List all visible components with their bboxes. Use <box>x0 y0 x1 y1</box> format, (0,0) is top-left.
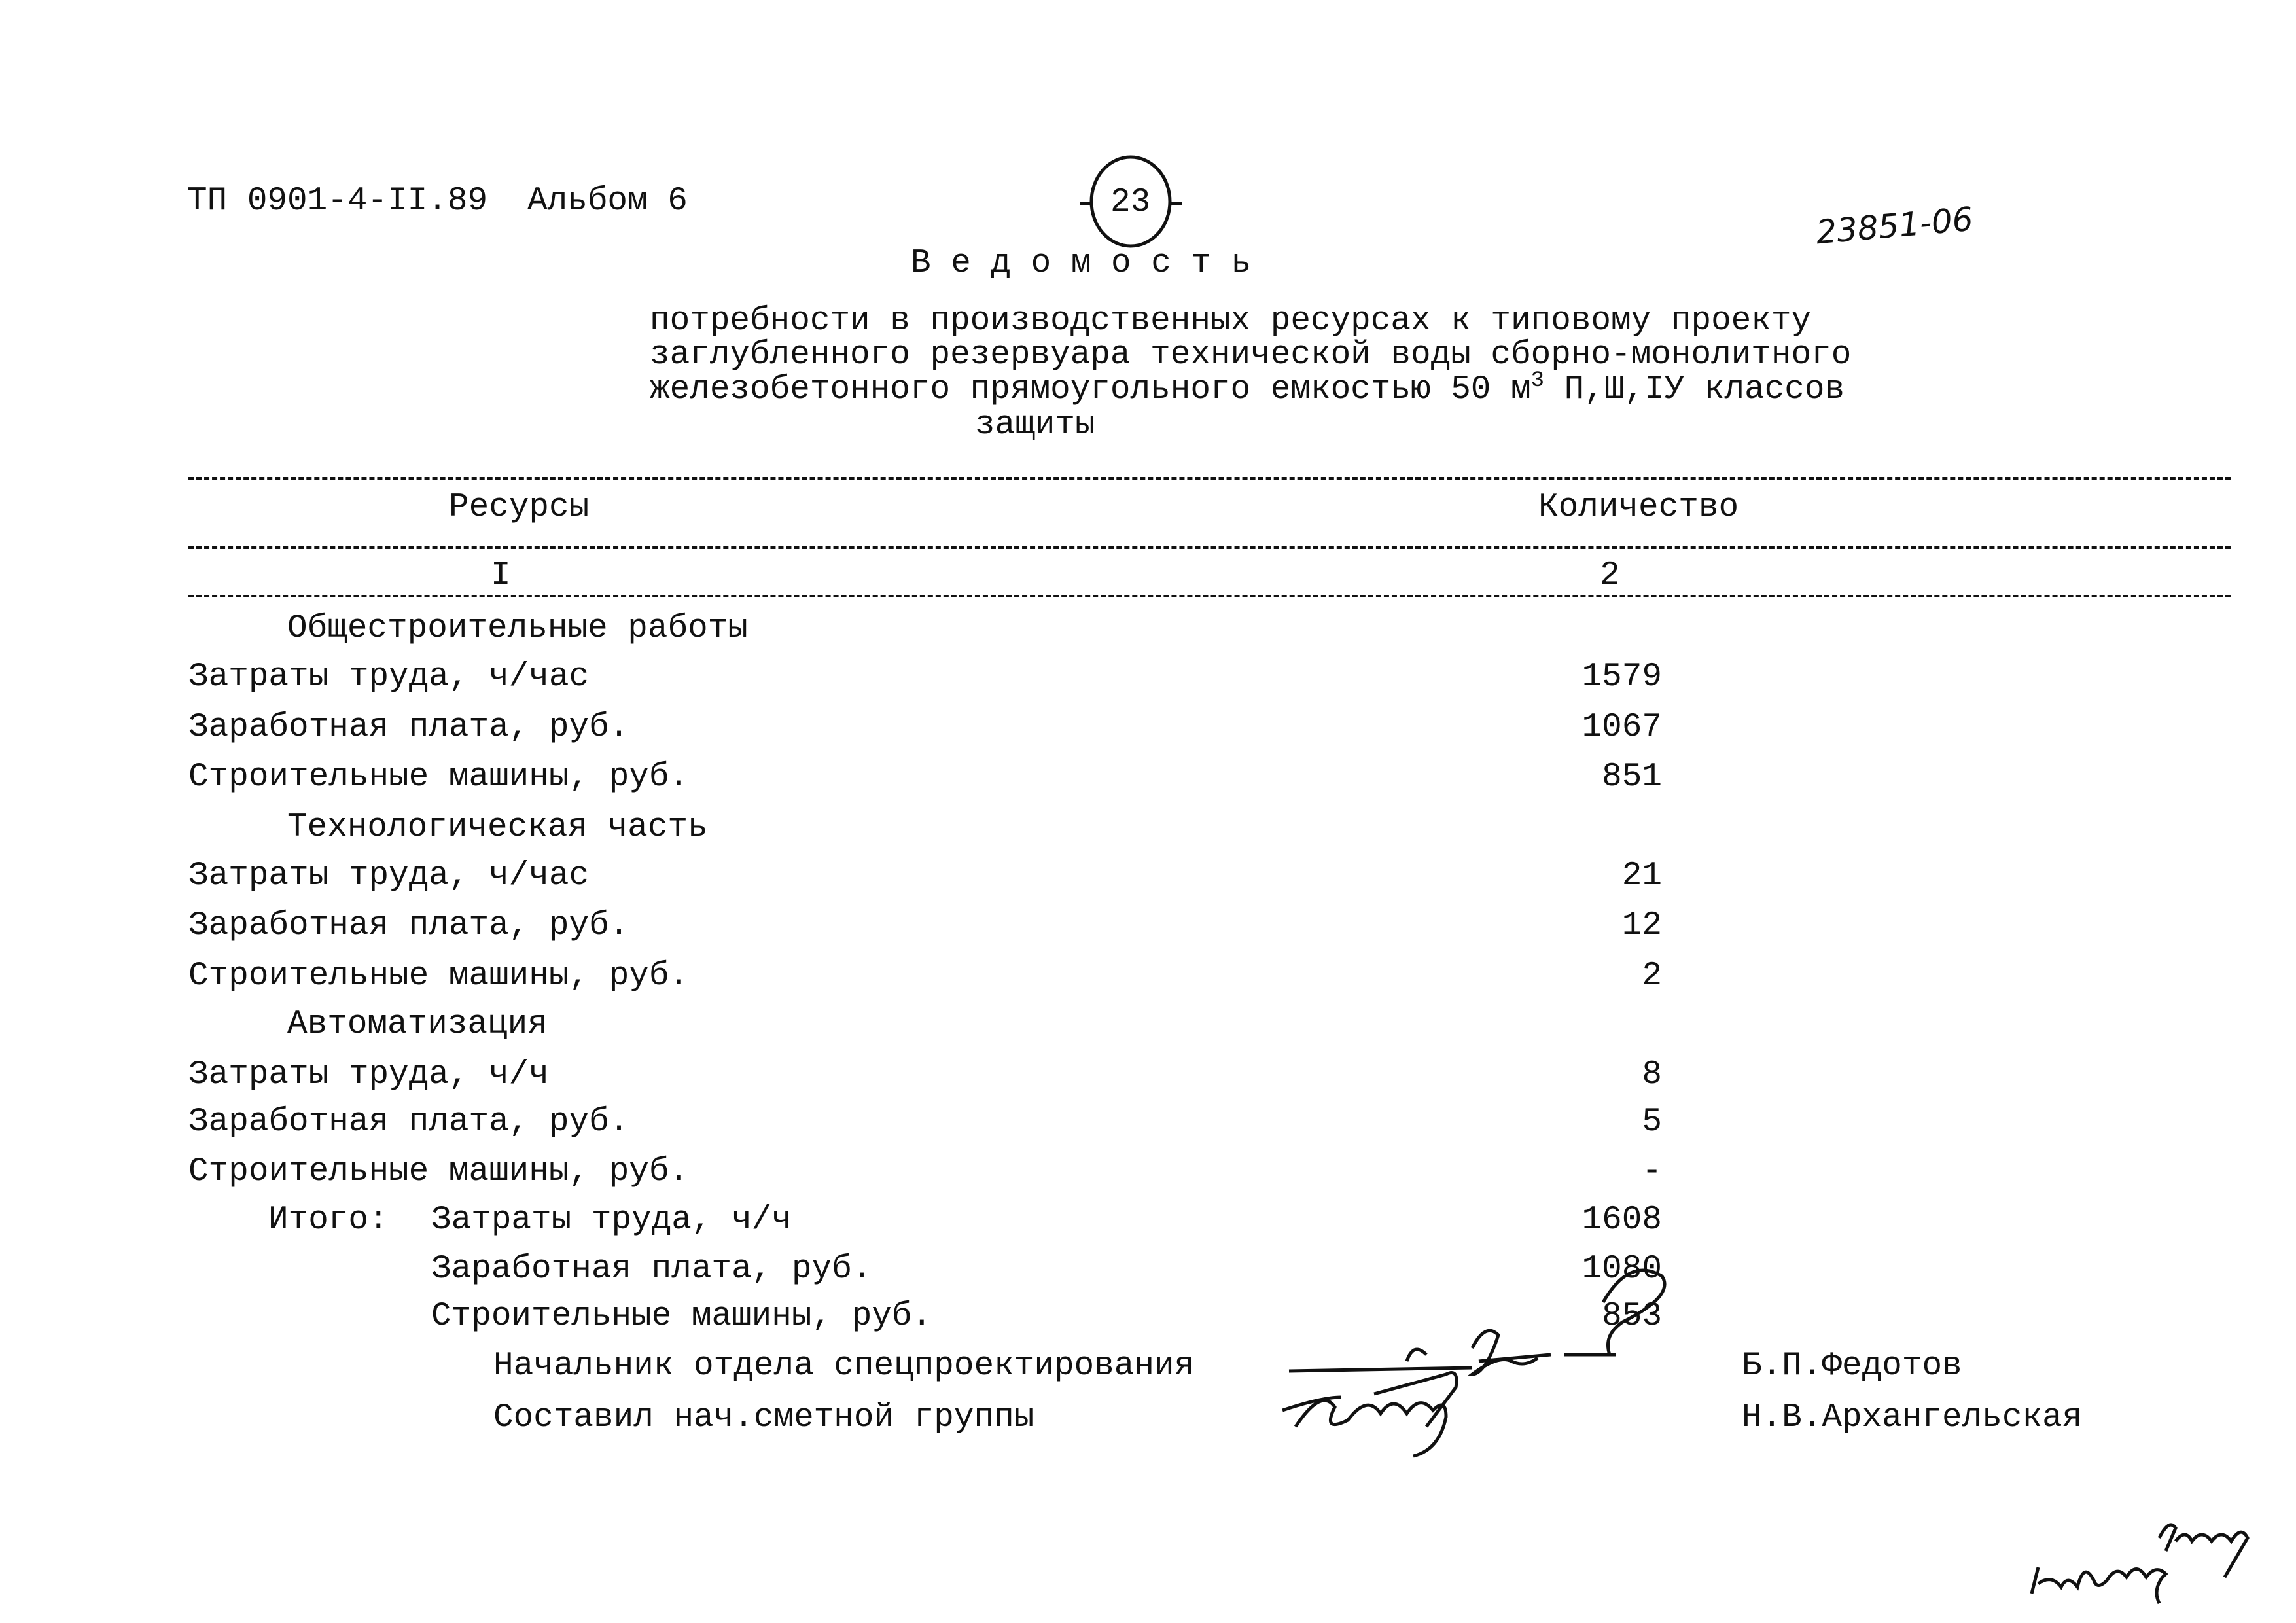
section-heading: Общестроительные работы <box>287 610 748 647</box>
album-label: Альбом 6 <box>527 183 688 220</box>
row-value: 12 <box>1621 907 1662 944</box>
row-value: 21 <box>1621 857 1662 895</box>
subtitle-line-3-text: железобетонного прямоугольного емкостью 50 м <box>650 371 1531 408</box>
subtitle-line-3-tail: П,Ш,IУ классов <box>1544 371 1845 408</box>
handwritten-signatures <box>1276 1263 1799 1472</box>
archive-number: 23851-06 <box>1814 200 1975 252</box>
handwritten-notes <box>2028 1505 2290 1623</box>
doc-code: ТП 0901-4-II.89 <box>187 183 488 220</box>
column-number-1: I <box>491 557 511 594</box>
row-label: Строительные машины, руб. <box>188 957 690 995</box>
header-quantity: Количество <box>1538 489 1739 526</box>
row-value: - <box>1642 1153 1662 1190</box>
row-value: 2 <box>1642 957 1662 995</box>
row-value: 8 <box>1642 1056 1662 1094</box>
row-label: Затраты труда, ч/ч <box>431 1202 792 1239</box>
row-value: 1608 <box>1581 1202 1662 1239</box>
row-value: 851 <box>1602 758 1662 796</box>
row-value: 1080 <box>1581 1251 1662 1288</box>
row-label: Затраты труда, ч/час <box>188 857 590 895</box>
row-value: 1067 <box>1581 709 1662 746</box>
row-label: Строительные машины, руб. <box>188 1153 690 1190</box>
subtitle-line-1: потребности в производственных ресурсах к типовому проекту <box>650 302 1812 340</box>
document-title: В е д о м о с т ь <box>911 245 1252 282</box>
header-resources: Ресурсы <box>449 489 590 526</box>
signature-name-2: Н.В.Архангельская <box>1742 1399 2083 1436</box>
subtitle-line-4: защиты <box>975 406 1095 444</box>
subtitle-line-3 <box>650 368 1845 408</box>
section-heading: Автоматизация <box>287 1006 548 1043</box>
divider-middle <box>188 546 2231 549</box>
divider-bottom <box>188 595 2231 597</box>
column-number-2: 2 <box>1600 557 1620 594</box>
page-number: 23 <box>1110 184 1151 221</box>
signature-role-2: Составил нач.сметной группы <box>493 1399 1034 1436</box>
signature-name-1: Б.П.Федотов <box>1742 1347 1962 1385</box>
row-value: 1579 <box>1581 658 1662 696</box>
subtitle-superscript: 3 <box>1530 368 1545 393</box>
row-label: Строительные машины, руб. <box>431 1298 932 1335</box>
row-label: Заработная плата, руб. <box>188 1103 629 1141</box>
divider-top <box>188 477 2231 480</box>
row-label: Затраты труда, ч/ч <box>188 1056 549 1094</box>
row-label: Заработная плата, руб. <box>431 1251 872 1288</box>
subtitle-line-2: заглубленного резервуара технической воды сборно-монолитного <box>650 336 1852 374</box>
total-prefix: Итого: <box>268 1202 389 1239</box>
section-heading: Технологическая часть <box>287 809 708 846</box>
row-label: Заработная плата, руб. <box>188 907 629 944</box>
signature-role-1: Начальник отдела спецпроектирования <box>493 1347 1195 1385</box>
row-label: Затраты труда, ч/час <box>188 658 590 696</box>
row-label: Строительные машины, руб. <box>188 758 690 796</box>
row-label: Заработная плата, руб. <box>188 709 629 746</box>
row-value: 5 <box>1642 1103 1662 1141</box>
row-value: 853 <box>1602 1298 1662 1335</box>
